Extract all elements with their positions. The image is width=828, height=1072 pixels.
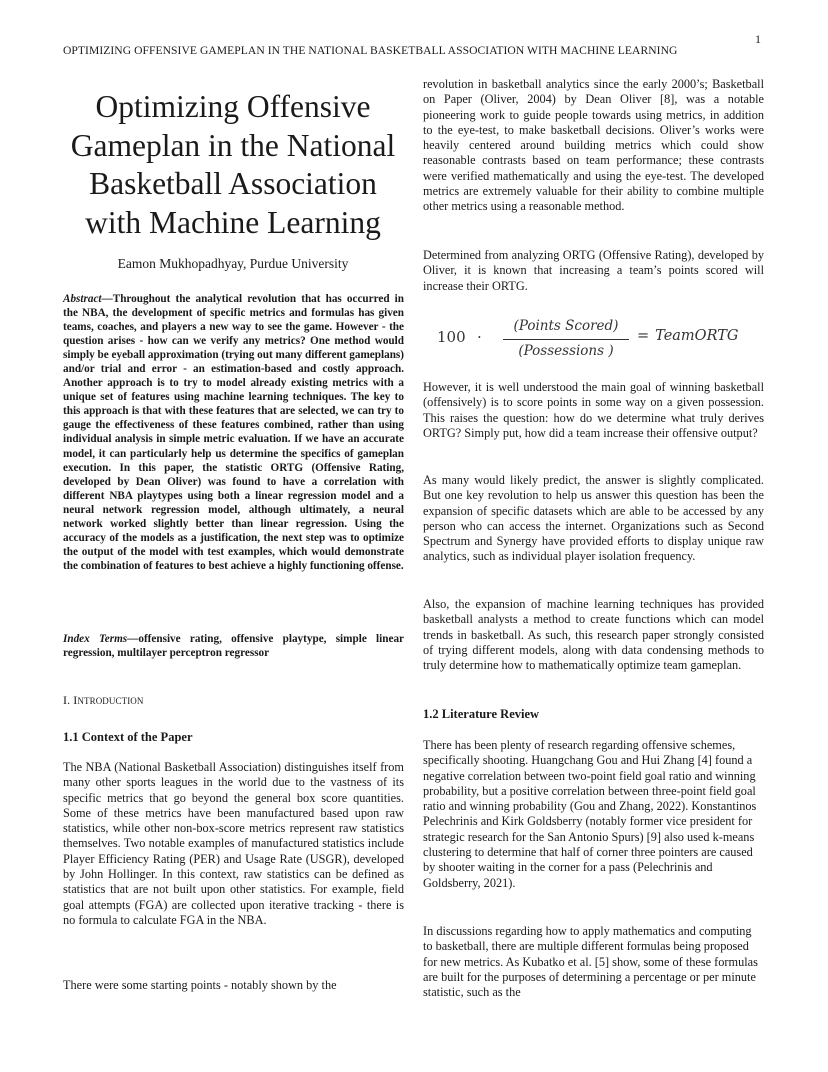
index-terms <box>63 632 404 660</box>
paragraph-context-4: However, it is well understood the main goal of winning basketball (offensively) is to score points in some way on a given possession. This raises the question: how do we determine what truly derives ORTG? Simply put, how did a team increase their offensive output? <box>423 380 764 440</box>
abstract <box>63 292 404 573</box>
paragraph-context-5: As many would likely predict, the answer is slightly complicated. But one key revolution to help us answer this question has been the expansion of specific datasets which are able to be accessed by any person who can access the internet. Organizations such as Second Spectrum and Synergy have provided efforts to display unique raw analytics, such as individual player isolation frequency. <box>423 473 764 564</box>
equation-numerator: (Points Scored) <box>513 318 619 334</box>
paper-title: Optimizing Offensive Gameplan in the National Basketball Association with Machine Learning <box>70 89 396 240</box>
section-numeral: I. <box>63 693 74 707</box>
equation-rhs <box>635 328 738 344</box>
author-line: Eamon Mukhopadhyay, Purdue University <box>117 256 349 271</box>
equation-coefficient: 100 <box>437 328 466 346</box>
paragraph-context-3: Determined from analyzing ORTG (Offensive Rating), developed by Oliver, it is known that increasing a team’s points scored will increase their ORTG. <box>423 248 764 293</box>
paragraph-context-2: There were some starting points - notably shown by the <box>63 978 337 992</box>
equation-dot: · <box>477 328 482 346</box>
subsection-heading-context: 1.1 Context of the Paper <box>63 730 193 744</box>
index-terms-text: —offensive rating, offensive playtype, simple linear regression, multilayer perceptron regressor <box>63 633 404 660</box>
fraction-bar <box>503 339 629 340</box>
index-terms-lead: Index Terms <box>63 633 128 645</box>
abstract-lead: Abstract <box>63 293 102 305</box>
subsection-heading-literature: 1.2 Literature Review <box>423 707 540 721</box>
equation-fraction <box>497 318 635 363</box>
paragraph-context-6: Also, the expansion of machine learning techniques has provided basketball analysts a method to create functions which can model trends in basketball. As such, this research paper strongly consisted of trying different models, along with data condensing methods to truly determine how to mathematically optimize team gameplan. <box>423 597 764 673</box>
section-first-letter: I <box>73 693 78 707</box>
section-rest: NTRODUCTION <box>77 696 144 706</box>
equation-denominator: (Possessions ) <box>518 343 614 359</box>
paragraph-literature-2: In discussions regarding how to apply mathematics and computing to basketball, there are multiple different formulas being proposed for new metrics. As Kubatko et al. [5] show, some of these formulas are built for the purposes of determining a percentage or per minute statistic, such as the <box>423 924 758 1000</box>
equation-result: TeamORTG <box>655 328 739 344</box>
ortg-equation <box>437 318 737 362</box>
paragraph-context-2-cont: revolution in basketball analytics since the early 2000’s; Basketball on Paper (Oliver, 2004) by Dean Oliver [8], was a notable pioneering work to guide people towards using metrics, in addition to the eye-test, to make basketball decisions. Oliver’s works were heavily centered around building metrics which could show reasonable contrasts based on team performance; these contrasts were verified mathematically and using the eye-test. The developed metrics are extremely valuable for their ability to combine multiple other metrics using a reasonable method. <box>423 77 764 214</box>
paragraph-literature-1: There has been plenty of research regarding offensive schemes, specifically shooting. Huangchang Gou and Hui Zhang [4] found a negative correlation between two-point field goal ratio and winning probability, but a positive correlation between three-point field goal ratio and winning probability (Gou and Zhang, 2022). Konstantinos Pelechrinis and Kirk Goldsberry (notably former vice president for strategic research for the San Antonio Spurs) [9] also used k-means clustering to determine that half of corner three pointers are caused by shooter waiting in the corner for a pass (Pelechrinis and Goldsberry, 2021). <box>423 738 757 890</box>
abstract-text: —Throughout the analytical revolution that has occurred in the NBA, the development of specific metrics and formulas has given teams, coaches, and players a new way to see the game. However - the question arises - how can we verify any metrics? One method would simply be eyeball approximation (trying out many different gameplans) and/or trial and error - an estimation-based and costly approach. Another approach is to try to model already existing metrics with a unique set of features using machine learning techniques. The key to this approach is that with these features that are selected, we can try to gauge the effectiveness of these features combined, rather than using individual analysis in simple metric evaluation. If we have an accurate model, it can particularly help us determine the specifics of gameplan execution. In this paper, the statistic ORTG (Offensive Rating, developed by Dean Oliver) was found to have a correlation with different NBA playtypes using both a linear regression model and a neural network regression model, although ultimately, a neural network worked slightly better than linear regression. Using the accuracy of the models as a justification, the next step was to optimize the output of the model with test examples, which would demonstrate the combination of features to best achieve a highly functioning offense. <box>63 293 404 572</box>
section-heading-introduction <box>63 693 144 708</box>
running-header: OPTIMIZING OFFENSIVE GAMEPLAN IN THE NATIONAL BASKETBALL ASSOCIATION WITH MACHINE LEARNING <box>63 44 678 57</box>
equation-equals: = <box>637 328 650 344</box>
paragraph-context-1: The NBA (National Basketball Association) distinguishes itself from many other sports leagues in the world due to the vastness of its specific metrics that go beyond the general box score quantities. Some of these metrics have been manufactured based upon raw statistics, while other non-box-score metrics represent raw statistics themselves. Two notable examples of manufactured statistics include Player Efficiency Rating (PER) and Usage Rate (USGR), developed by John Hollinger. In this context, raw statistics can be defined as statistics that are not built upon other statistics. For example, field goal attempts (FGA) are collected upon iterative tracking - there is no formula to calculate FGA in the NBA. <box>63 760 404 927</box>
page-number: 1 <box>755 32 761 46</box>
